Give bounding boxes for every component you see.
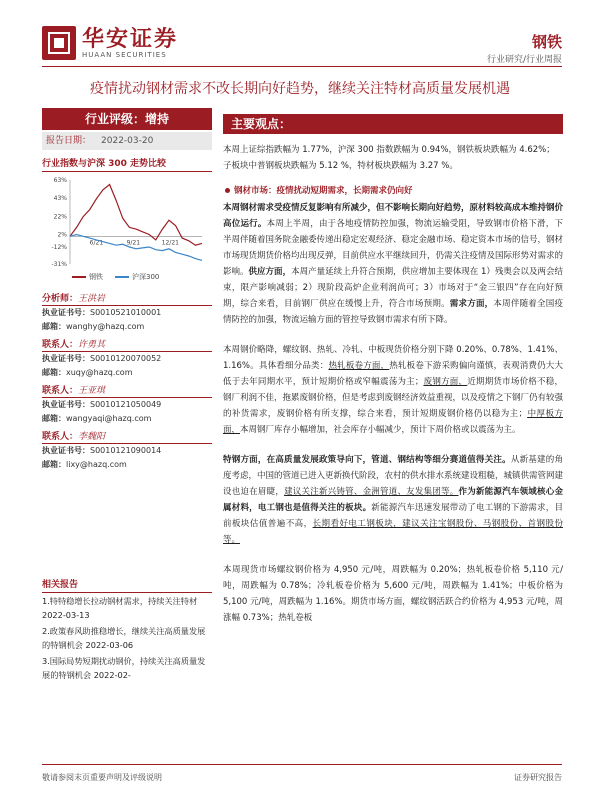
contact-cert: 执业证书号：S0010121050049 (42, 400, 162, 409)
analyst-cert: 执业证书号：S0010521010001 (42, 308, 162, 317)
section-header: 主要观点： (223, 114, 563, 134)
analyst-email[interactable]: 邮箱：wanghy@hazq.com (42, 322, 145, 331)
contact-name: 李魏阳 (78, 432, 106, 442)
legend-swatch-hs300 (115, 276, 129, 278)
logo-cn: 华安证券 (82, 26, 179, 52)
contact-card (42, 383, 212, 426)
subsection-heading (223, 184, 563, 196)
contact-name: 许勇其 (78, 340, 106, 350)
y-tick-label: -31% (51, 261, 67, 268)
legend-item (115, 272, 159, 282)
x-tick-label: 6/21 (89, 239, 104, 247)
report-date (42, 132, 212, 150)
chart-legend (72, 272, 171, 282)
related-reports-title: 相关报告 (42, 577, 212, 593)
contact-role: 联系人：王亚琪 (42, 383, 212, 398)
company-logo (42, 26, 178, 60)
date-label: 报告日期： (46, 136, 92, 146)
left-column (42, 108, 212, 281)
analyst-name: 王洪岩 (78, 294, 106, 304)
date-value: 2022-03-20 (101, 136, 154, 146)
paragraph-special-steel: 特钢方面，在高质量发展政策导向下，管道、钢结构等细分赛道值得关注。从新基建的角度考虑，中国的管道已进入更新换代阶段，农村的供水排水系统建设粗糙，城镇供需管网建设也迫在眉睫，建议关注新兴铸管、金洲管道、友发集团等。作为新能源汽车领域核心金属材料，电工钢也是值得关注的板块。新能源汽车迅速发展带动了电工钢的下游需求，目前板块估值普遍不高，长期看好电工钢板块，建议关注宝钢股份、马钢股份、首钢股份等。 (223, 455, 564, 545)
y-tick-label: 22% (53, 213, 67, 221)
analyst-role: 分析师：王洪岩 (42, 291, 212, 306)
contact-cert: 执业证书号：S0010121090014 (42, 446, 162, 455)
analyst-card (42, 291, 212, 334)
legend-item (72, 272, 103, 282)
legend-label-steel: 钢铁 (89, 273, 103, 281)
contact-role: 联系人：许勇其 (42, 337, 212, 352)
related-reports-list (42, 594, 212, 684)
contact-email[interactable]: 邮箱：lixy@hazq.com (42, 460, 127, 469)
summary-text: 本周上证综指跌幅为 1.77%，沪深 300 指数跌幅为 0.94%，钢铁板块跌幅为 4.62%；子板块中普钢板块跌幅为 5.12 %，特材板块跌幅为 3.27 %。 (223, 145, 555, 171)
contact-card (42, 429, 212, 472)
sector-label: 钢铁 (531, 33, 562, 51)
bullet-icon (225, 188, 230, 193)
legend-swatch-steel (72, 276, 86, 278)
contact-cert: 执业证书号：S0010120070052 (42, 354, 162, 363)
contact-email[interactable]: 邮箱：wangyaqi@hazq.com (42, 414, 152, 423)
related-report-item[interactable]: 3.国际局势短期扰动钢价，持续关注高质量发展的特钢机会 2022-02- (42, 656, 206, 680)
legend-label-hs300: 沪深300 (132, 273, 160, 281)
chart-svg (42, 172, 212, 272)
logo-mark-icon (42, 26, 76, 60)
paragraph-prices: 本周钢价略降，螺纹钢、热轧、冷轧、中板现货价格分别下降 0.20%、0.78%、1.41%、1.16%。具体看细分品类：热轧板卷方面，热轧板卷下游采购偏向谨慎，表观消费仍大大低于去年同期水平，预计短期价格或窄幅震荡为主；废钢方面，近期期货市场价格不稳，钢厂利润不佳，拖累废钢价格，但是考虑到废钢经济效益重视，以及疫情之下钢厂仍有较强的补货需求，废钢价格有所支撑，综合来看，预计短期废钢价格仍以稳为主；中厚板方面，本周钢厂库存小幅增加，社会库存小幅减少，预计下周价格或以震荡为主。 (223, 345, 564, 435)
contact-role: 联系人：李魏阳 (42, 429, 212, 444)
logo-en: HUAAN SECURITIES (82, 51, 167, 59)
paragraph-spot-market: 本周现货市场螺纹钢价格为 4,950 元/吨，周跌幅为 0.20%；热轧板卷价格 5,110 元/吨，周跌幅为 0.78%；冷轧板卷价格为 5,600 元/吨，周跌幅为 1.41%；中板价格为 5,100 元/吨，周跌幅为 1.16%。期货市场方面，螺纹钢活跃合约价格为 4,953 元/吨，周涨幅 0.73%；热轧卷板 (223, 565, 563, 623)
paragraph-market: 本周钢材需求受疫情反复影响有所减少，但不影响长期向好趋势，原材料较高成本维持钢价高位运行。本周上半周，由于各地疫情防控加强，物流运输受阻，导致钢市价格下滑，下半周伴随着国务院金融委传递出稳定宏观经济、稳定金融市场、稳定资本市场的信号，钢材市场现货期货价格均出现反弹，目前供应水平继续回升，仍需关注疫情及国际形势对需求的影响。供应方面，本周产量延续上升符合预期，供应增加主要体现在 1）残奥会以及两会结束，限产影响减弱；2）现阶段高炉企业利润尚可；3）市场对于“金三银四”存在向好预期，综合来看，目前钢厂供应在缓慢上升，符合市场预期。需求方面，本周伴随着全国疫情防控的加强，物流运输方面的管控导致钢市需求有所下降。 (223, 203, 564, 325)
contact-card (42, 337, 212, 380)
subsection-heading-text: 钢材市场：疫情扰动短期需求，长期需求仍向好 (234, 186, 413, 196)
page-header (0, 0, 600, 64)
footer-disclaimer: 敬请参阅末页重要声明及评级说明 (42, 773, 162, 782)
y-tick-label: 2% (57, 231, 67, 239)
footer-label: 证券研究报告 (514, 773, 562, 782)
main-column (223, 114, 563, 626)
index-chart (42, 172, 212, 281)
related-report-item[interactable]: 2.政策春风助推稳增长，继续关注高质量发展的特钢机会 2022-03-06 (42, 626, 206, 650)
rating-box: 行业评级：增持 (42, 108, 212, 130)
related-report-item[interactable]: 1.特特稳增长拉动钢材需求，持续关注特材 2022-03-13 (42, 596, 198, 620)
y-tick-label: -12% (51, 244, 67, 252)
contact-name: 王亚琪 (78, 386, 106, 396)
x-tick-label: 12/21 (161, 239, 179, 247)
x-tick-label: 9/21 (126, 239, 141, 247)
footer-rule (42, 764, 562, 765)
y-tick-label: 63% (53, 177, 67, 184)
contact-email[interactable]: 邮箱：xuqy@hazq.com (42, 368, 133, 377)
report-type: 行业研究/行业周报 (486, 55, 562, 65)
chart-title: 行业指数与沪深 300 走势比较 (42, 156, 212, 172)
report-title: 疫情扰动钢材需求不改长期向好趋势，继续关注特材高质量发展机遇 (90, 81, 510, 97)
y-tick-label: 43% (53, 194, 67, 202)
header-rule (42, 66, 562, 67)
